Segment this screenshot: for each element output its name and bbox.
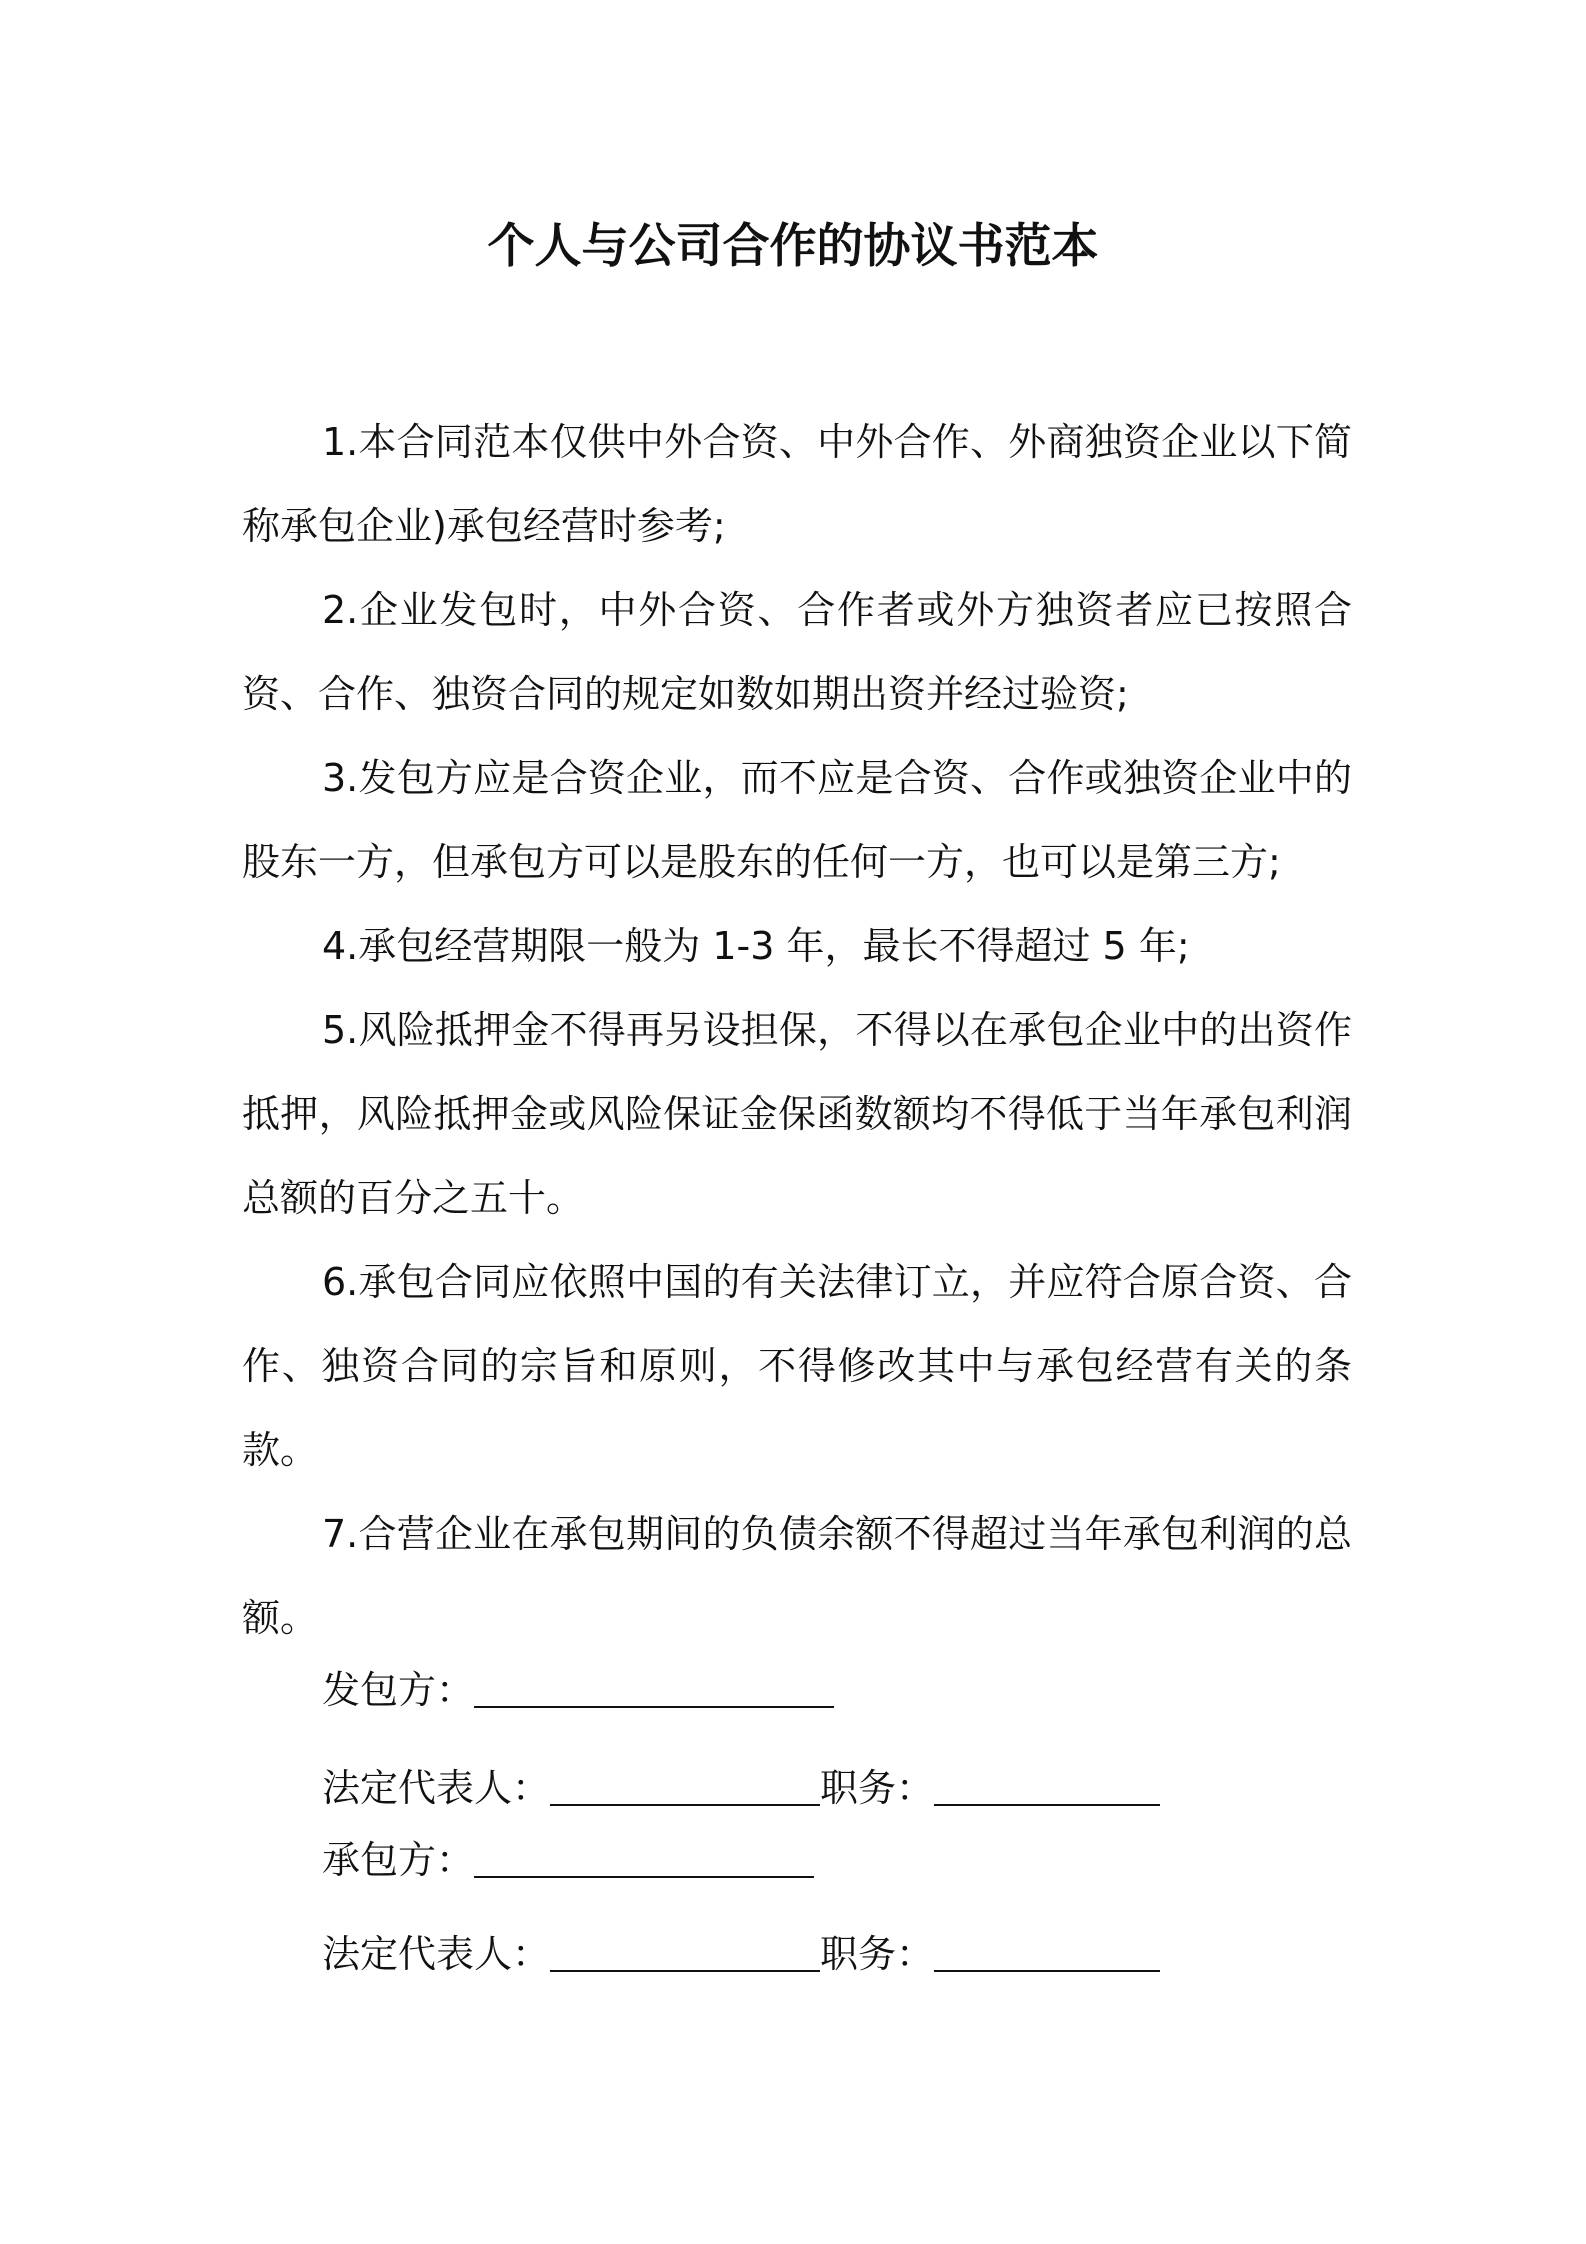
- contractor-out-blank: [474, 1662, 834, 1708]
- position-blank-2: [934, 1926, 1160, 1972]
- contractor-in-blank: [474, 1832, 814, 1878]
- signature-contractor-in: [322, 1830, 1322, 1890]
- clause-2: 2.企业发包时，中外合资、合作者或外方独资者应已按照合资、合作、独资合同的规定如数如期出资并经过验资;: [242, 588, 1352, 716]
- position-blank-1: [934, 1760, 1160, 1806]
- legal-rep-blank-2: [550, 1926, 820, 1972]
- document-body: [242, 400, 1352, 1660]
- position-label-2: 职务：: [820, 1932, 935, 1976]
- position-label-1: 职务：: [820, 1766, 935, 1810]
- legal-rep-label-1: 法定代表人：: [322, 1766, 551, 1810]
- contractor-in-label: 承包方：: [322, 1838, 475, 1882]
- contractor-out-label: 发包方：: [322, 1668, 475, 1712]
- signature-legal-rep-1: [322, 1758, 1322, 1818]
- signature-legal-rep-2: [322, 1924, 1322, 1984]
- signature-contractor-out: [322, 1660, 1322, 1720]
- clause-1: 1.本合同范本仅供中外合资、中外合作、外商独资企业以下简称承包企业)承包经营时参考;: [242, 420, 1352, 548]
- clause-3: 3.发包方应是合资企业，而不应是合资、合作或独资企业中的股东一方，但承包方可以是股东的任何一方，也可以是第三方;: [242, 756, 1352, 884]
- clause-4: 4.承包经营期限一般为 1-3 年，最长不得超过 5 年;: [322, 924, 1190, 968]
- document-title: 个人与公司合作的协议书范本: [487, 219, 1099, 274]
- clause-5: 5.风险抵押金不得再另设担保，不得以在承包企业中的出资作抵押，风险抵押金或风险保证金保函数额均不得低于当年承包利润总额的百分之五十。: [242, 1008, 1352, 1220]
- clause-6: 6.承包合同应依照中国的有关法律订立，并应符合原合资、合作、独资合同的宗旨和原则，不得修改其中与承包经营有关的条款。: [242, 1260, 1352, 1472]
- legal-rep-label-2: 法定代表人：: [322, 1932, 551, 1976]
- clause-7: 7.合营企业在承包期间的负债余额不得超过当年承包利润的总额。: [242, 1512, 1352, 1640]
- legal-rep-blank-1: [550, 1760, 820, 1806]
